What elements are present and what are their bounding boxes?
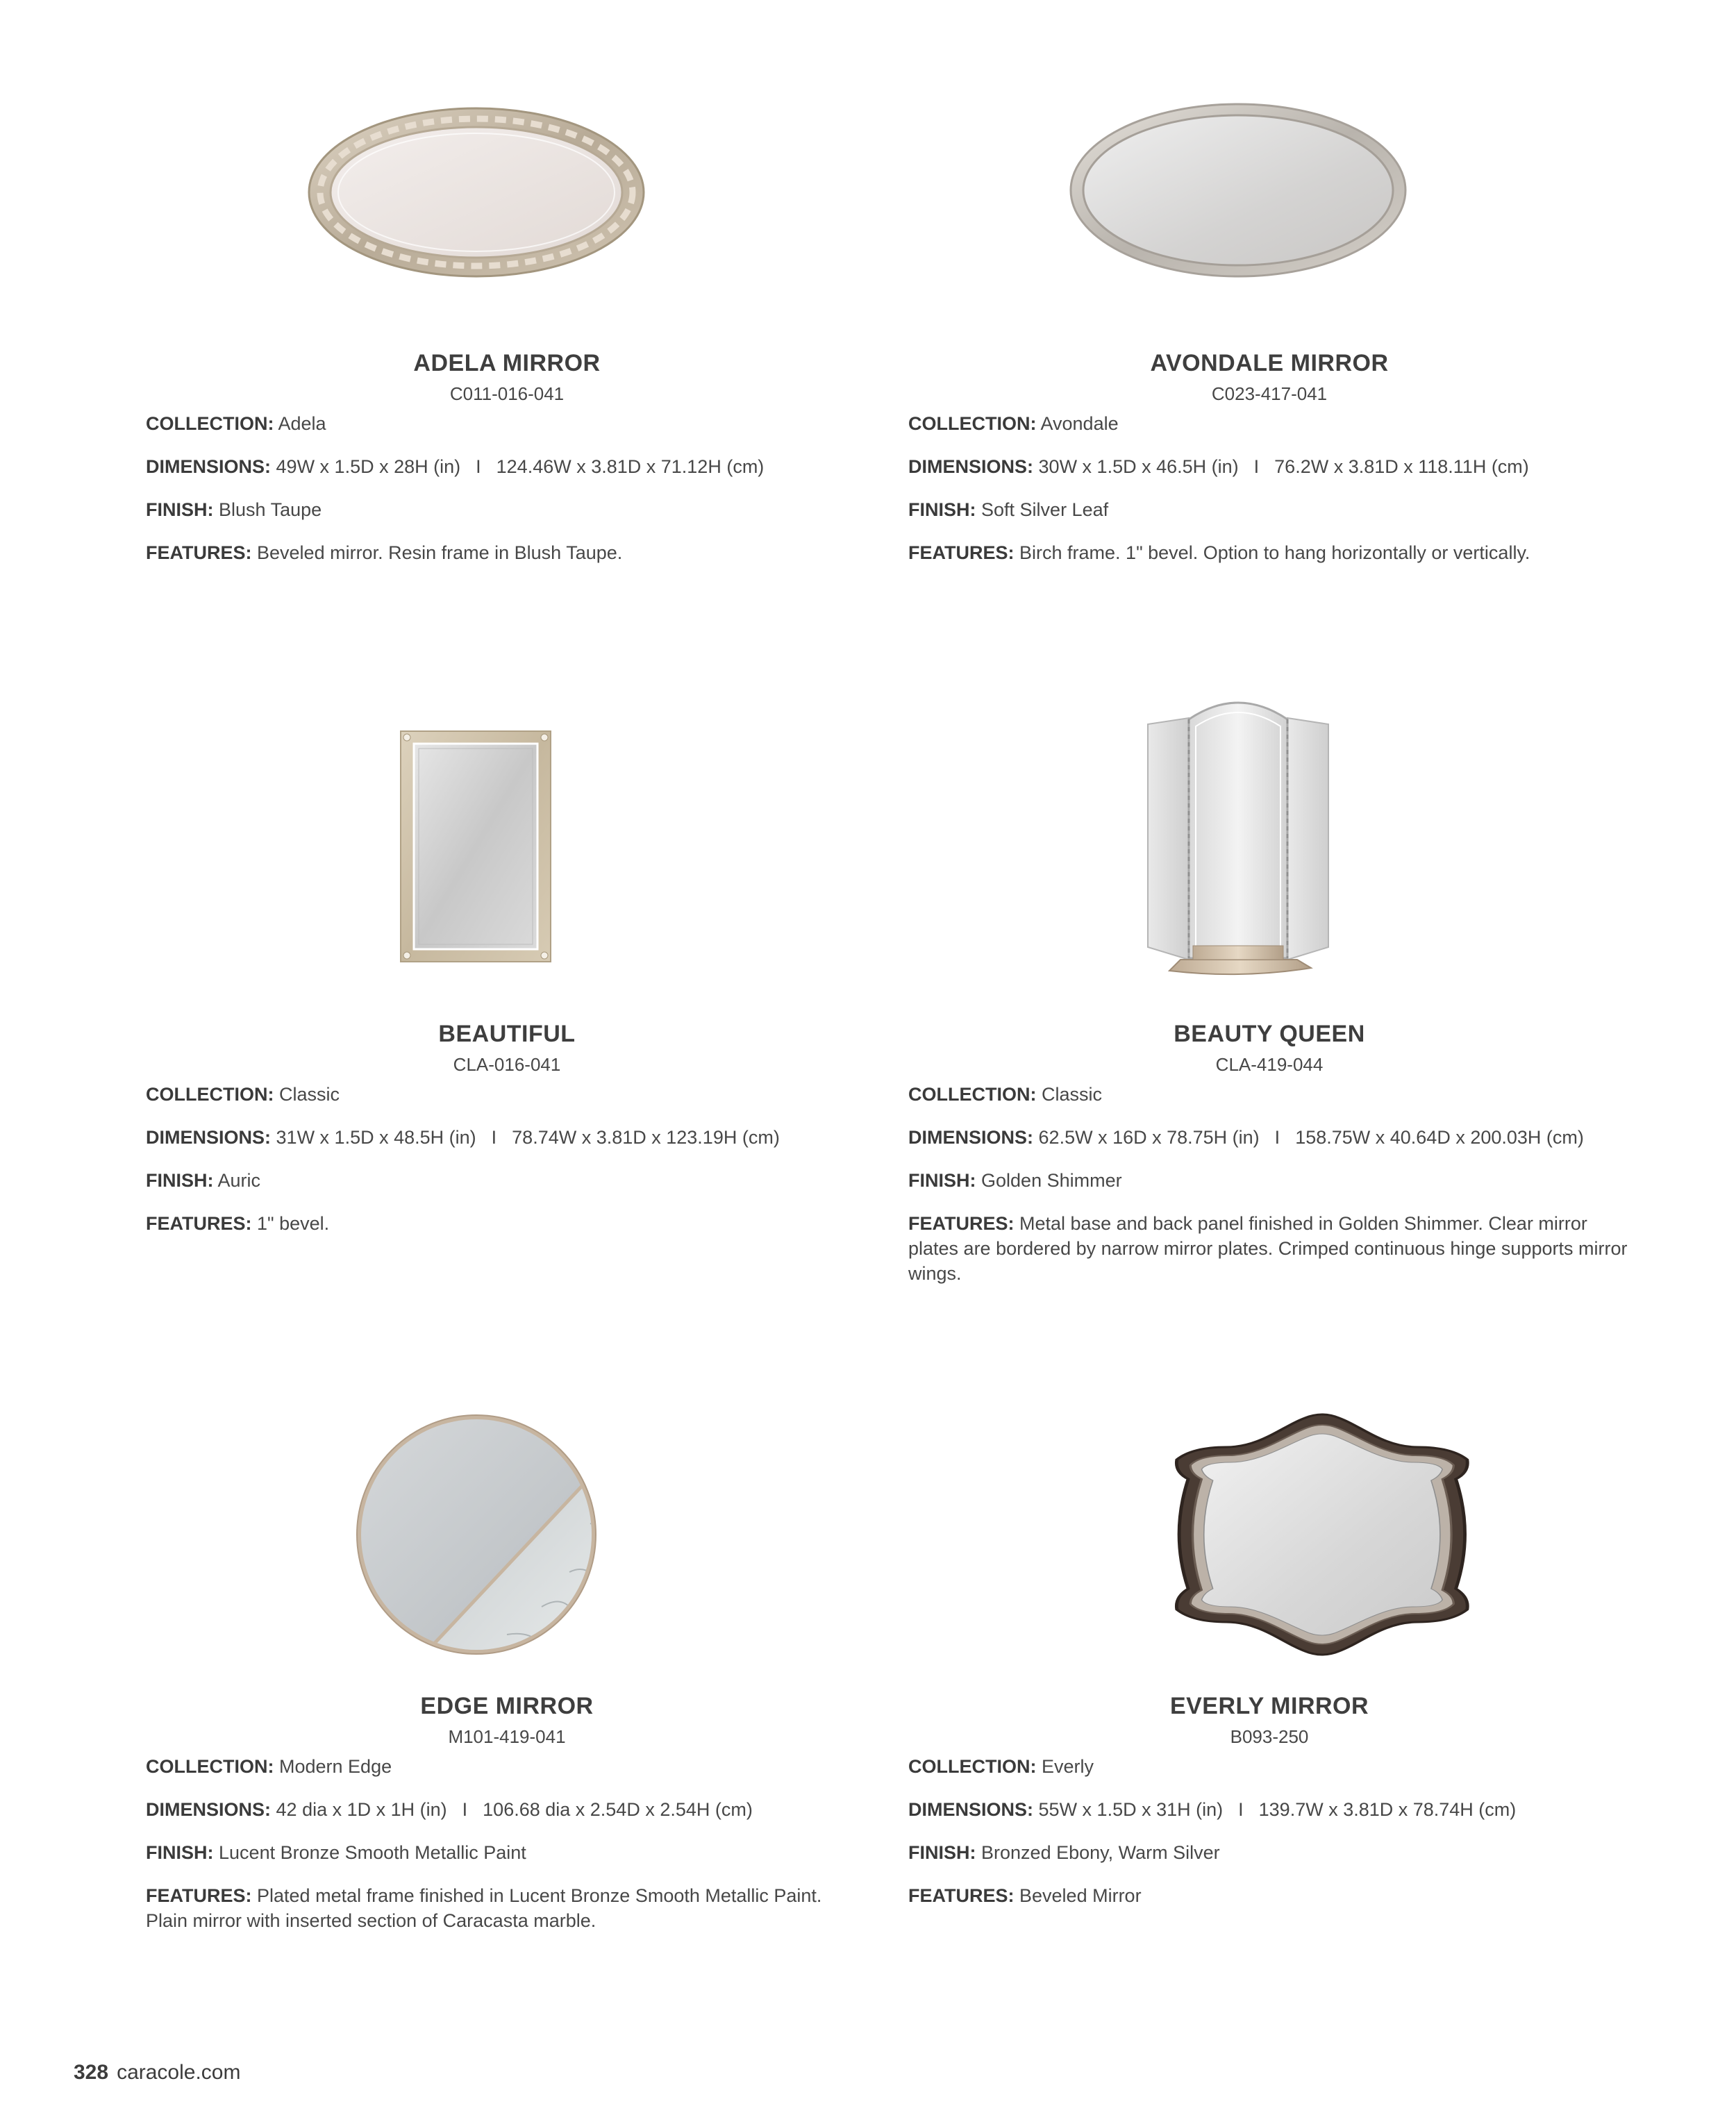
spec-value: Soft Silver Leaf [981, 499, 1109, 520]
dimensions-in: 49W x 1.5D x 28H (in) [276, 456, 461, 477]
product-name: BEAUTIFUL [438, 1021, 576, 1047]
spec-label: FINISH: [146, 499, 214, 520]
spec-label: FEATURES: [146, 542, 252, 563]
product-name: BEAUTY QUEEN [1174, 1021, 1365, 1047]
spec-label: DIMENSIONS: [908, 456, 1034, 477]
dimensions-separator: I [476, 456, 481, 477]
spec-label: FINISH: [908, 1170, 976, 1191]
spec-features [146, 1211, 868, 1236]
everly-mirror-image [908, 1343, 1630, 1690]
dimensions-in: 62.5W x 16D x 78.75H (in) [1038, 1127, 1260, 1148]
spec-dimensions [146, 1797, 868, 1822]
dimensions-separator: I [1238, 1799, 1244, 1820]
spec-value: Golden Shimmer [981, 1170, 1122, 1191]
beauty-queen-mirror-image [908, 671, 1630, 1018]
spec-value: Classic [1042, 1084, 1103, 1105]
spec-value: Adela [278, 413, 326, 434]
spec-collection [908, 1754, 1630, 1779]
dimensions-separator: I [1274, 1127, 1280, 1148]
spec-label: FEATURES: [908, 1885, 1015, 1906]
beautiful-mirror-image [146, 671, 868, 1018]
product-specs [146, 1082, 868, 1254]
edge-mirror-image [146, 1343, 868, 1690]
dimensions-in: 55W x 1.5D x 31H (in) [1038, 1799, 1224, 1820]
spec-label: DIMENSIONS: [908, 1799, 1034, 1820]
spec-value: Auric [217, 1170, 261, 1191]
spec-label: DIMENSIONS: [146, 1127, 272, 1148]
product-sku: M101-419-041 [448, 1726, 566, 1747]
spec-label: FEATURES: [908, 1213, 1015, 1234]
spec-label: COLLECTION: [908, 1084, 1037, 1105]
product-specs [908, 411, 1630, 583]
spec-value: Avondale [1040, 413, 1119, 434]
dimensions-cm: 106.68 dia x 2.54D x 2.54H (cm) [483, 1799, 753, 1820]
spec-finish [146, 1168, 868, 1193]
beautiful-mirror-illustration [146, 671, 868, 1018]
adela-mirror-image [146, 0, 868, 347]
spec-finish [908, 1840, 1630, 1865]
spec-dimensions [146, 454, 868, 479]
spec-features [908, 540, 1630, 565]
edge-mirror-illustration [146, 1343, 868, 1690]
spec-label: DIMENSIONS: [146, 1799, 272, 1820]
dimensions-separator: I [491, 1127, 497, 1148]
page-footer [74, 2061, 240, 2085]
spec-features [908, 1211, 1630, 1286]
spec-label: DIMENSIONS: [146, 456, 272, 477]
spec-collection [146, 1082, 868, 1107]
spec-value: Plated metal frame finished in Lucent Bronze Smooth Metallic Paint. Plain mirror with inserted section of Caracasta marble. [146, 1885, 822, 1931]
spec-value: Blush Taupe [219, 499, 322, 520]
spec-label: COLLECTION: [908, 413, 1037, 434]
spec-finish [908, 1168, 1630, 1193]
spec-dimensions [908, 1797, 1630, 1822]
spec-label: COLLECTION: [146, 1084, 274, 1105]
spec-collection [146, 1754, 868, 1779]
product-specs [908, 1082, 1630, 1304]
spec-label: DIMENSIONS: [908, 1127, 1034, 1148]
dimensions-separator: I [462, 1799, 468, 1820]
product-name: AVONDALE MIRROR [1150, 350, 1389, 376]
dimensions-in: 31W x 1.5D x 48.5H (in) [276, 1127, 476, 1148]
page-number: 328 [74, 2061, 109, 2084]
site-link[interactable]: caracole.com [117, 2061, 241, 2084]
spec-finish [908, 497, 1630, 522]
spec-finish [146, 1840, 868, 1865]
spec-collection [908, 411, 1630, 436]
dimensions-cm: 124.46W x 3.81D x 71.12H (cm) [496, 456, 765, 477]
spec-label: FINISH: [908, 499, 976, 520]
dimensions-cm: 139.7W x 3.81D x 78.74H (cm) [1258, 1799, 1517, 1820]
avondale-mirror-image [908, 0, 1630, 347]
spec-dimensions [146, 1125, 868, 1150]
product-sku: CLA-419-044 [1215, 1054, 1324, 1075]
spec-value: Modern Edge [279, 1756, 392, 1777]
spec-value: Beveled Mirror [1019, 1885, 1142, 1906]
product-specs [146, 1754, 868, 1951]
product-sku: C023-417-041 [1211, 383, 1328, 404]
spec-features [146, 540, 868, 565]
everly-mirror-illustration [908, 1343, 1630, 1690]
spec-features [146, 1883, 868, 1933]
spec-label: FINISH: [146, 1170, 214, 1191]
product-specs [146, 411, 868, 583]
spec-dimensions [908, 454, 1630, 479]
spec-label: COLLECTION: [146, 413, 274, 434]
spec-value: Everly [1042, 1756, 1094, 1777]
product-specs [908, 1754, 1630, 1926]
product-sku: CLA-016-041 [453, 1054, 561, 1075]
product-name: ADELA MIRROR [413, 350, 601, 376]
spec-dimensions [908, 1125, 1630, 1150]
dimensions-cm: 158.75W x 40.64D x 200.03H (cm) [1295, 1127, 1584, 1148]
spec-value: Beveled mirror. Resin frame in Blush Taupe. [257, 542, 623, 563]
spec-label: COLLECTION: [146, 1756, 274, 1777]
spec-value: Birch frame. 1" bevel. Option to hang horizontally or vertically. [1019, 542, 1530, 563]
spec-value: Classic [279, 1084, 340, 1105]
product-name: EDGE MIRROR [420, 1693, 594, 1719]
beauty-queen-mirror-illustration [908, 671, 1630, 1018]
dimensions-in: 42 dia x 1D x 1H (in) [276, 1799, 447, 1820]
dimensions-cm: 78.74W x 3.81D x 123.19H (cm) [512, 1127, 780, 1148]
spec-value: Bronzed Ebony, Warm Silver [981, 1842, 1220, 1863]
spec-collection [908, 1082, 1630, 1107]
adela-mirror-illustration [146, 0, 868, 347]
product-sku: C011-016-041 [449, 383, 565, 404]
spec-collection [146, 411, 868, 436]
spec-label: COLLECTION: [908, 1756, 1037, 1777]
spec-label: FEATURES: [146, 1885, 252, 1906]
spec-label: FEATURES: [146, 1213, 252, 1234]
dimensions-cm: 76.2W x 3.81D x 118.11H (cm) [1274, 456, 1529, 477]
spec-features [908, 1883, 1630, 1908]
spec-label: FINISH: [146, 1842, 214, 1863]
spec-value: Metal base and back panel finished in Golden Shimmer. Clear mirror plates are bordered by narrow mirror plates. Crimped continuous hinge supports mirror wings. [908, 1213, 1628, 1284]
dimensions-in: 30W x 1.5D x 46.5H (in) [1038, 456, 1239, 477]
spec-finish [146, 497, 868, 522]
dimensions-separator: I [1253, 456, 1260, 477]
spec-value: Lucent Bronze Smooth Metallic Paint [219, 1842, 526, 1863]
spec-label: FEATURES: [908, 542, 1015, 563]
product-name: EVERLY MIRROR [1169, 1693, 1369, 1719]
product-sku: B093-250 [1230, 1726, 1309, 1747]
avondale-mirror-illustration [908, 0, 1630, 347]
spec-label: FINISH: [908, 1842, 976, 1863]
spec-value: 1" bevel. [257, 1213, 330, 1234]
